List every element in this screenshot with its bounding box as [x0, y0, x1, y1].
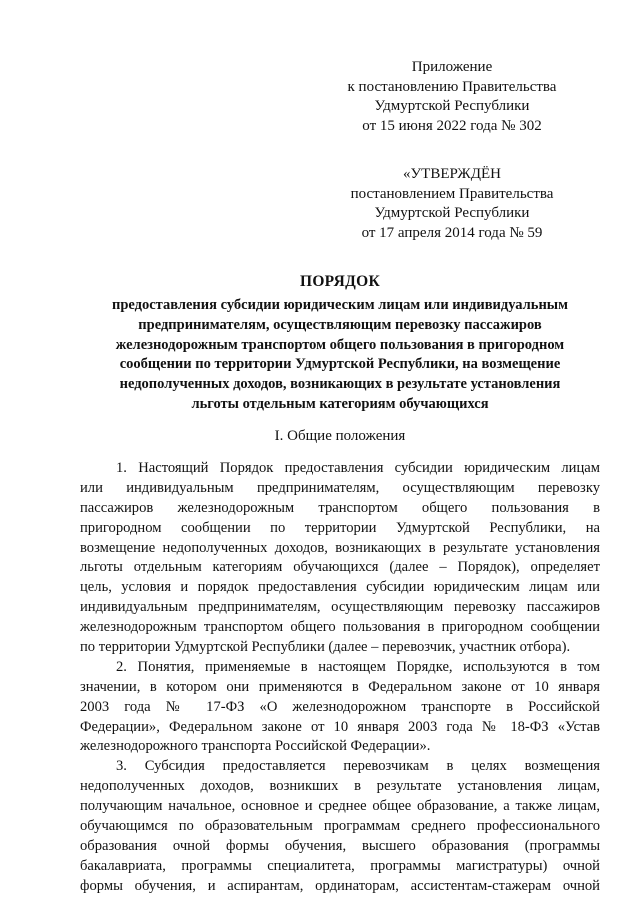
appendix-line: Приложение: [411, 59, 493, 75]
paragraph-line: 3. Субсидия предоставляется перевозчикам в целях возмещения: [116, 758, 600, 775]
appendix-header: [322, 58, 582, 136]
approval-line: «УТВЕРЖДЁН: [403, 166, 501, 182]
paragraph-line: пригородном сообщении по территории Удмуртской Республики, на: [80, 519, 600, 536]
paragraph-line: 2. Понятия, применяемые в настоящем Порядке, используются в том: [116, 658, 600, 675]
paragraph-line: бакалавриата, программы специалитета, программы магистратуры) очной: [80, 857, 600, 874]
approval-line: от 17 апреля 2014 года № 59: [361, 224, 543, 241]
subtitle-line: железнодорожным транспортом общего пользования в пригородном: [115, 336, 565, 353]
section-heading: I. Общие положения: [274, 428, 406, 444]
appendix-line: Удмуртской Республики: [374, 98, 530, 114]
paragraph-line: обучающимся по образовательным программам среднего профессионального: [80, 818, 600, 835]
paragraph-line: льготы отдельным категориям обучающихся (далее – Порядок), определяет: [80, 559, 600, 576]
paragraph-line: возмещение недополученных доходов, возникающих в результате установления: [80, 539, 600, 556]
section-body: [80, 459, 600, 897]
subtitle-line: сообщении по территории Удмуртской Республики, на возмещение: [119, 356, 561, 373]
paragraph-line: получающим начальное, основное и среднее общее образование, а также лицам,: [80, 798, 600, 815]
appendix-line: от 15 июня 2022 года № 302: [362, 117, 542, 134]
subtitle-line: льготы отдельным категориям обучающихся: [191, 395, 489, 412]
paragraph-line: недополученных доходов, возникших в результате установления лицам,: [80, 778, 600, 795]
approval-line: постановлением Правительства: [350, 185, 554, 202]
paragraph-line: железнодорожным транспортом общего пользования в пригородном сообщении: [80, 619, 600, 636]
subtitle-line: предоставления субсидии юридическим лицам или индивидуальным: [111, 297, 569, 313]
approval-line: Удмуртской Республики: [374, 205, 530, 221]
document-subtitle: [80, 296, 600, 415]
paragraph-line: 1. Настоящий Порядок предоставления субсидии юридическим лицам: [116, 460, 600, 476]
approval-stamp: [322, 165, 582, 243]
paragraph-line: Федерации», Федеральном законе от 10 января 2003 года № 18-ФЗ «Устав: [80, 718, 600, 735]
paragraph-line: пассажиров железнодорожным транспортом общего пользования в: [80, 499, 600, 516]
document-title: ПОРЯДОК: [299, 273, 381, 290]
paragraph-line: цель, условия и порядок предоставления субсидии юридическим лицам или: [80, 579, 600, 596]
document-title-block: [80, 272, 600, 415]
paragraph-line: железнодорожного транспорта Российской Федерации».: [80, 738, 431, 755]
paragraph-line: по территории Удмуртской Республики (далее – перевозчик, участник отбора).: [80, 639, 571, 656]
paragraph-line: 2003 года № 17-ФЗ «О железнодорожном транспорте в Российской: [80, 698, 600, 715]
subtitle-line: предпринимателям, осуществляющим перевозку пассажиров: [138, 316, 542, 333]
paragraph-line: образования очной формы обучения, высшего образования (программы: [80, 837, 600, 854]
subtitle-line: недополученных доходов, возникающих в результате установления: [119, 376, 561, 393]
paragraph-line: значении, в котором они применяются в Федеральном законе от 10 января: [80, 678, 600, 695]
appendix-line: к постановлению Правительства: [347, 78, 557, 95]
paragraph-line: индивидуальным предпринимателям, осуществляющим перевозку пассажиров: [80, 599, 600, 616]
paragraph-line: или индивидуальным предпринимателям, осуществляющим перевозку: [80, 479, 600, 496]
paragraph-line: формы обучения, и аспирантам, ординаторам, ассистентам-стажерам очной: [80, 877, 600, 894]
